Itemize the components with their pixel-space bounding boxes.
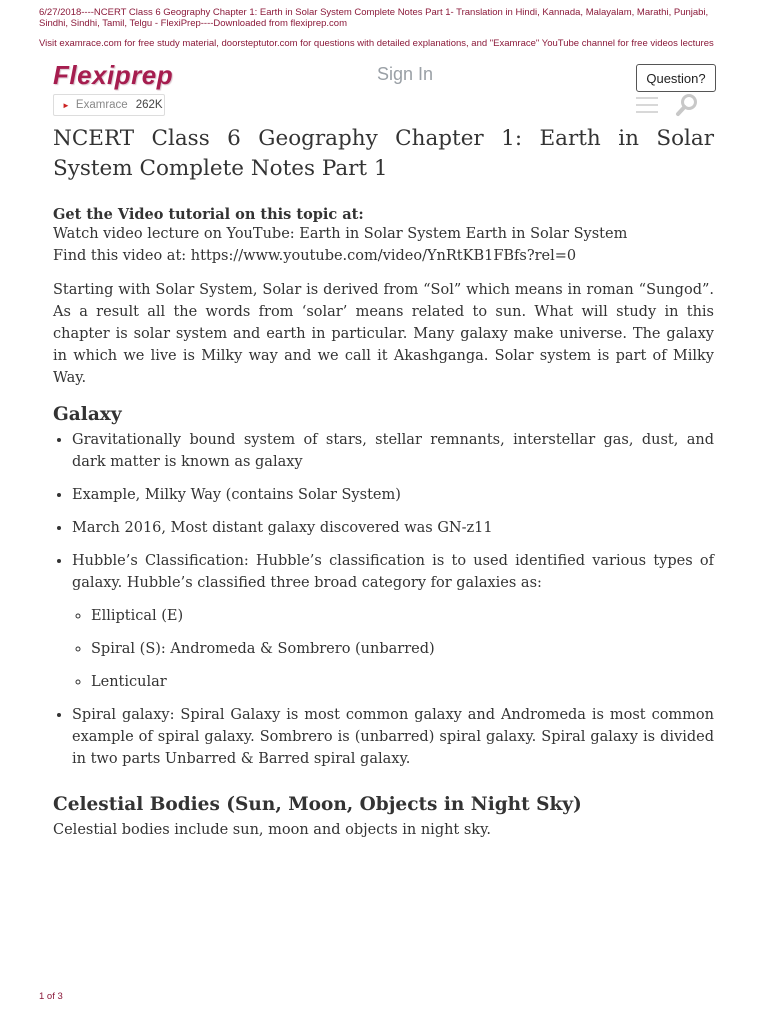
youtube-play-icon: ►: [62, 100, 70, 110]
list-item: ◦ Spiral (S): Andromeda & Sombrero (unbarred): [91, 638, 714, 660]
hubble-classification-text: Hubble’s Classification: Hubble’s classification is to used identified various types of galaxy. Hubble’s classified three broad category for galaxies as:: [72, 552, 714, 591]
subscriber-count: 262K: [135, 99, 163, 111]
download-meta-line: 6/27/2018----NCERT Class 6 Geography Chapter 1: Earth in Solar System Complete Notes Part 1- Translation in Hindi, Kannada, Malayalam, Marathi, Punjabi, Sindhi, Sindhi, Tamil, Telgu - FlexiPrep----Downloaded from flexiprep.com: [39, 7, 709, 29]
article-body: [53, 124, 714, 841]
visit-note: Visit examrace.com for free study material, doorsteptutor.com for questions with detailed explanations, and "Examrace" YouTube channel for free videos lectures: [39, 38, 714, 49]
celestial-bodies-text: Celestial bodies include sun, moon and objects in night sky.: [53, 821, 491, 838]
watch-video-line[interactable]: Watch video lecture on YouTube: Earth in Solar System Earth in Solar System: [53, 226, 628, 242]
hamburger-icon[interactable]: [636, 97, 658, 113]
list-item: • Gravitationally bound system of stars, stellar remnants, interstellar gas, dust, and dark matter is known as galaxy: [72, 429, 714, 473]
search-icon[interactable]: [674, 93, 700, 121]
question-button[interactable]: Question?: [636, 64, 716, 92]
flexiprep-logo[interactable]: Flexiprep: [53, 60, 174, 90]
list-item: ◦ Lenticular: [91, 671, 714, 693]
video-tutorial-heading: Get the Video tutorial on this topic at:: [53, 206, 364, 223]
hubble-types-list: [72, 605, 714, 693]
youtube-channel-name: Examrace: [75, 99, 128, 111]
sign-in-link[interactable]: Sign In: [377, 64, 434, 84]
page-number: 1 of 3: [39, 991, 63, 1002]
list-item: • March 2016, Most distant galaxy discovered was GN-z11: [72, 517, 714, 539]
galaxy-heading: Galaxy: [53, 403, 122, 425]
list-item: [72, 550, 714, 693]
celestial-bodies-heading: Celestial Bodies (Sun, Moon, Objects in Night Sky): [53, 793, 582, 815]
list-item: • Example, Milky Way (contains Solar System): [72, 484, 714, 506]
video-url-line[interactable]: Find this video at: https://www.youtube.com/video/YnRtKB1FBfs?rel=0: [53, 248, 577, 264]
youtube-subscribe-badge[interactable]: [53, 94, 165, 116]
galaxy-bullet-list: [53, 429, 714, 770]
list-item: ◦ Elliptical (E): [91, 605, 714, 627]
list-item: • Spiral galaxy: Spiral Galaxy is most common galaxy and Andromeda is most common example of spiral galaxy. Sombrero is (unbarred) spiral galaxy. Spiral galaxy is divided in two parts Unbarred & Barred spiral galaxy.: [72, 704, 714, 770]
intro-paragraph: Starting with Solar System, Solar is derived from “Sol” which means in roman “Sungod”. As a result all the words from ‘solar’ means related to sun. What will study in this chapter is solar system and earth in particular. Many galaxy make universe. The galaxy in which we live is Milky way and we call it Akashganga. Solar system is part of Milky Way.: [53, 282, 714, 386]
article-title: NCERT Class 6 Geography Chapter 1: Earth in Solar System Complete Notes Part 1: [53, 126, 714, 181]
